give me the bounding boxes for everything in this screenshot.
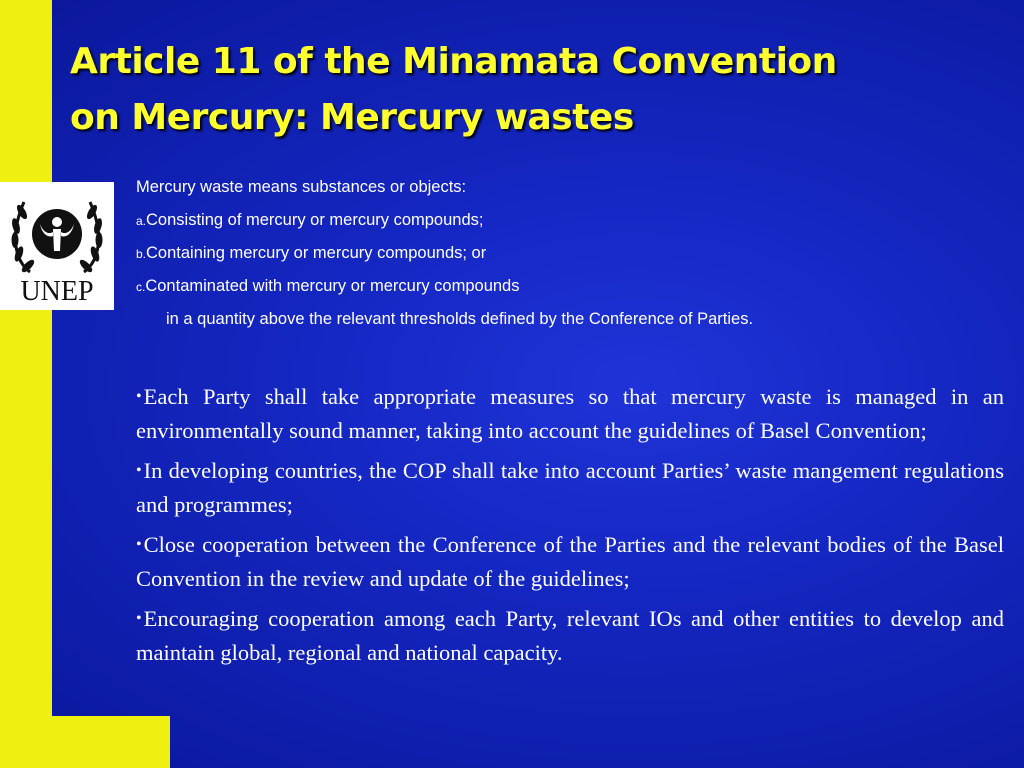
title-line-1: Article 11 of the Minamata Convention: [70, 41, 837, 82]
title-line-2: on Mercury: Mercury wastes: [70, 97, 634, 138]
unep-wordmark: UNEP: [20, 276, 94, 307]
obligations-list: [136, 380, 1004, 676]
bullet-marker: •: [136, 610, 142, 627]
item-text: Containing mercury or mercury compounds; or: [146, 244, 487, 262]
definition-item-c: [136, 273, 1006, 306]
bullet-marker: •: [136, 388, 142, 405]
definition-tail: in a quantity above the relevant thresholds defined by the Conference of Parties.: [166, 310, 754, 328]
item-text: Consisting of mercury or mercury compounds;: [146, 211, 484, 229]
bullet-item: [136, 602, 1004, 670]
bullet-text: Each Party shall take appropriate measures so that mercury waste is managed in an environmentally sound manner, taking into account the guidelines of Basel Convention;: [136, 384, 1004, 443]
bullet-item: [136, 528, 1004, 596]
bullet-marker: •: [136, 462, 142, 479]
item-marker: b.: [136, 247, 147, 261]
bullet-text: In developing countries, the COP shall take into account Parties’ waste mangement regulations and programmes;: [136, 458, 1004, 517]
slide-title: [70, 34, 1010, 146]
definition-item-a: [136, 207, 1006, 240]
left-yellow-band: [0, 0, 52, 768]
definition-intro: Mercury waste means substances or objects:: [136, 178, 467, 196]
unep-logo: [0, 182, 114, 310]
bullet-text: Encouraging cooperation among each Party, relevant IOs and other entities to develop and maintain global, regional and national capacity.: [136, 606, 1004, 665]
item-marker: c.: [136, 280, 146, 294]
definition-item-b: [136, 240, 1006, 273]
item-text: Contaminated with mercury or mercury compounds: [145, 277, 520, 295]
item-marker: a.: [136, 214, 147, 228]
mercury-waste-definition: [136, 174, 1006, 339]
bullet-marker: •: [136, 536, 142, 553]
bottom-yellow-block: [0, 716, 170, 768]
bullet-item: [136, 380, 1004, 448]
bullet-text: Close cooperation between the Conference of the Parties and the relevant bodies of the Basel Convention in the review and update of the guidelines;: [136, 532, 1004, 591]
unep-emblem-icon: [0, 182, 114, 310]
bullet-item: [136, 454, 1004, 522]
